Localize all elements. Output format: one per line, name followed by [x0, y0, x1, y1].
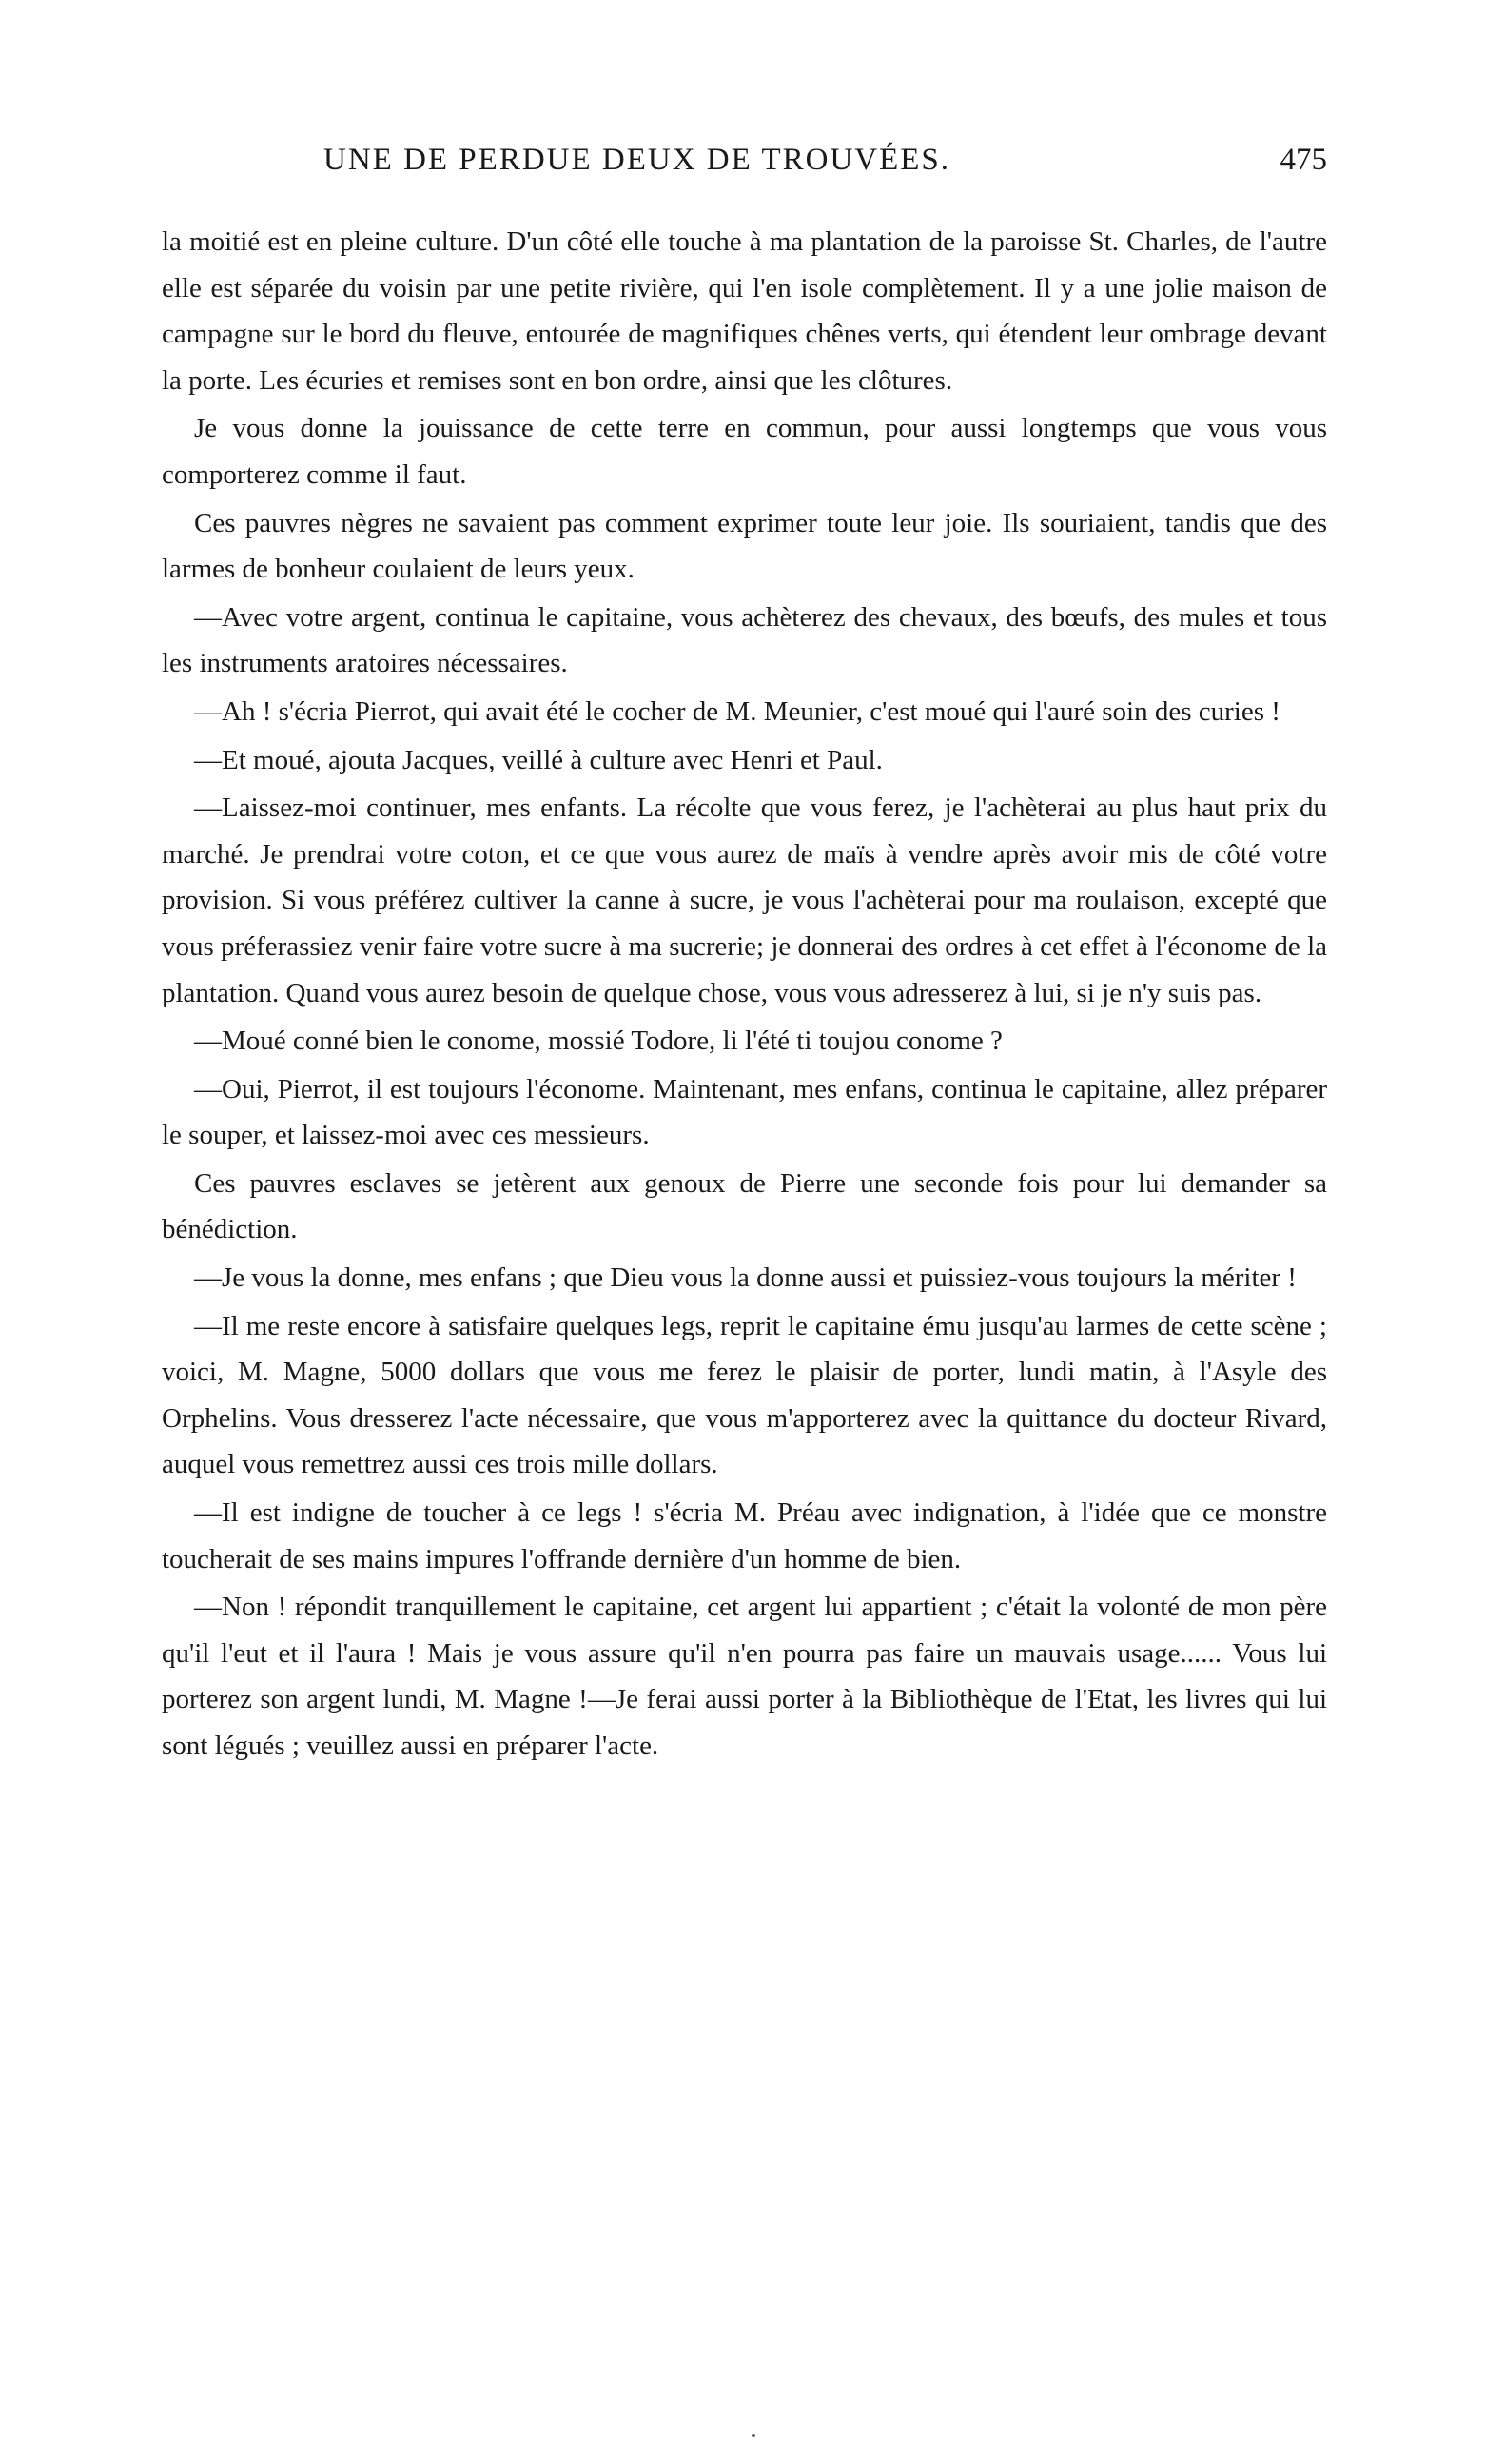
- paragraph: —Avec votre argent, continua le capitaine, vous achèterez des chevaux, des bœufs, des mules et tous les instruments aratoires nécessaires.: [162, 601, 1327, 679]
- paragraph: —Ah ! s'écria Pierrot, qui avait été le cocher de M. Meunier, c'est moué qui l'auré soin des curies !: [194, 695, 1280, 727]
- paragraph: Ces pauvres nègres ne savaient pas comment exprimer toute leur joie. Ils souriaient, tandis que des larmes de bonheur coulaient de leurs yeux.: [162, 507, 1327, 585]
- running-head: [162, 133, 1327, 190]
- paragraph: —Je vous la donne, mes enfans ; que Dieu vous la donne aussi et puissiez-vous toujours la mériter !: [194, 1262, 1297, 1294]
- book-page: [162, 133, 1327, 1771]
- paragraph: —Moué conné bien le conome, mossié Todore, li l'été ti toujou conome ?: [194, 1026, 1003, 1057]
- paragraph: —Il me reste encore à satisfaire quelques legs, reprit le capitaine ému jusqu'au larmes de cette scène ; voici, M. Magne, 5000 dollars que vous me ferez le plaisir de porter, lundi matin, à l'Asyle des Orphelins. Vous dresserez l'acte nécessaire, que vous m'apporterez avec la quittance du docteur Rivard, auquel vous remettrez aussi ces trois mille dollars.: [162, 1310, 1327, 1480]
- paragraph: —Laissez-moi continuer, mes enfants. La récolte que vous ferez, je l'achèterai au plus haut prix du marché. Je prendrai votre coton, et ce que vous aurez de maïs à vendre après avoir mis de côté votre provision. Si vous préférez cultiver la canne à sucre, je vous l'achèterai pour ma roulaison, excepté que vous préferassiez venir faire votre sucre à ma sucrerie; je donnerai des ordres à cet effet à l'économe de la plantation. Quand vous aurez besoin de quelque chose, vous vous adresserez à lui, si je n'y suis pas.: [162, 792, 1327, 1008]
- paragraph: —Non ! répondit tranquillement le capitaine, cet argent lui appartient ; c'était la volonté de mon père qu'il l'eut et il l'aura ! Mais je vous assure qu'il n'en pourra pas faire un mauvais usage...... Vous lui porterez son argent lundi, M. Magne !—Je ferai aussi porter à la Bibliothèque de l'Etat, les livres qui lui sont légués ; veuillez aussi en préparer l'acte.: [162, 1592, 1327, 1761]
- paragraph: —Et moué, ajouta Jacques, veillé à culture avec Henri et Paul.: [194, 744, 883, 775]
- body-text: [162, 219, 1327, 1770]
- running-title: UNE DE PERDUE DEUX DE TROUVÉES.: [323, 143, 951, 177]
- paragraph: —Oui, Pierrot, il est toujours l'économe. Maintenant, mes enfans, continua le capitaine, allez préparer le souper, et laissez-moi avec ces messieurs.: [162, 1073, 1327, 1151]
- page-number: 475: [1280, 143, 1327, 177]
- paragraph: la moitié est en pleine culture. D'un côté elle touche à ma plantation de la paroisse St. Charles, de l'autre elle est séparée du voisin par une petite rivière, qui l'en isole complètement. Il y a une jolie maison de campagne sur le bord du fleuve, entourée de magnifiques chênes verts, qui étendent leur ombrage devant la porte. Les écuries et remises sont en bon ordre, ainsi que les clôtures.: [162, 226, 1327, 396]
- ink-speck: [752, 2434, 755, 2437]
- paragraph: Je vous donne la jouissance de cette terre en commun, pour aussi longtemps que vous vous comporterez comme il faut.: [162, 413, 1327, 490]
- paragraph: —Il est indigne de toucher à ce legs ! s'écria M. Préau avec indignation, à l'idée que ce monstre toucherait de ses mains impures l'offrande dernière d'un homme de bien.: [162, 1497, 1327, 1574]
- paragraph: Ces pauvres esclaves se jetèrent aux genoux de Pierre une seconde fois pour lui demander sa bénédiction.: [162, 1167, 1327, 1245]
